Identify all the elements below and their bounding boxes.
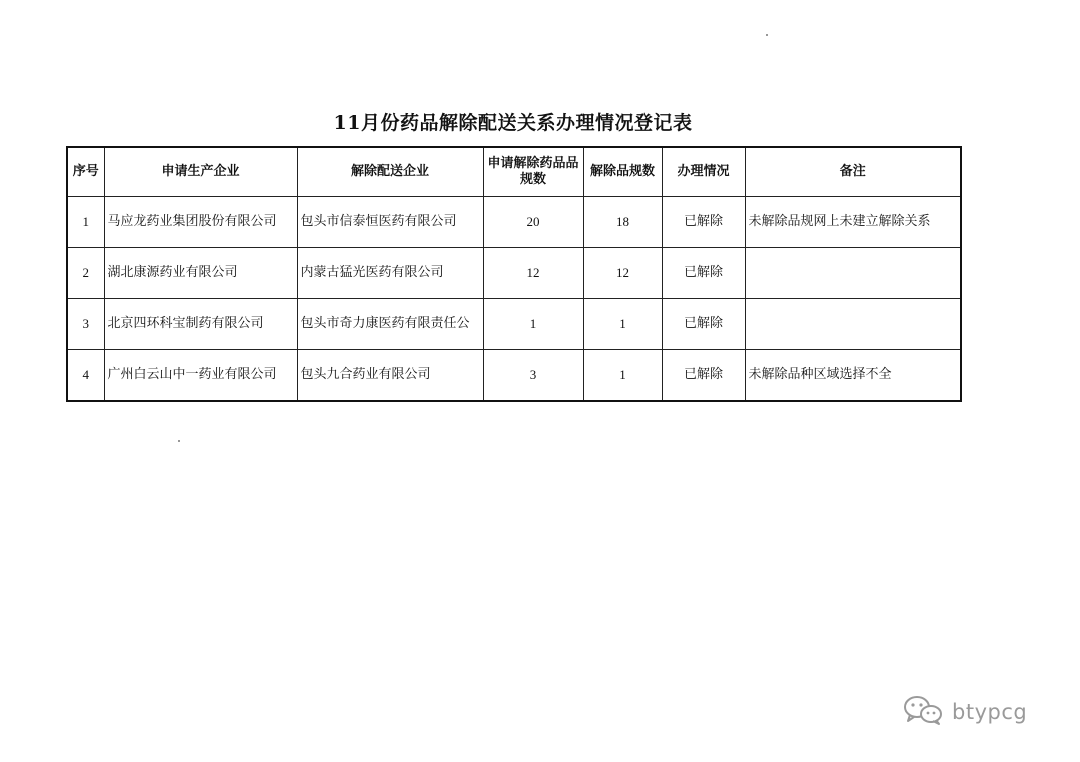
header-cell-status: 办理情况 — [662, 147, 745, 197]
table-row — [67, 197, 961, 248]
scan-speck — [766, 34, 768, 36]
row-applicant: 北京四环科宝制药有限公司 — [104, 299, 297, 350]
row-requested: 12 — [483, 248, 583, 299]
header-cell-requested: 申请解除药品品规数 — [483, 147, 583, 197]
watermark — [902, 696, 1062, 728]
row-requested: 3 — [483, 350, 583, 402]
row-status: 已解除 — [662, 197, 745, 248]
row-released: 18 — [583, 197, 662, 248]
row-remark — [745, 299, 961, 350]
row-no: 1 — [67, 197, 104, 248]
header-cell-released: 解除品规数 — [583, 147, 662, 197]
page-title: 11月份药品解除配送关系办理情况登记表 — [333, 112, 693, 134]
scan-speck — [178, 440, 180, 442]
row-released: 12 — [583, 248, 662, 299]
row-applicant: 湖北康源药业有限公司 — [104, 248, 297, 299]
row-requested: 20 — [483, 197, 583, 248]
header-cell-remark: 备注 — [745, 147, 961, 197]
row-distributor: 包头九合药业有限公司 — [297, 350, 483, 402]
row-no: 2 — [67, 248, 104, 299]
row-remark: 未解除品种区域选择不全 — [745, 350, 961, 402]
header-cell-applicant: 申请生产企业 — [104, 147, 297, 197]
header-row — [67, 147, 961, 197]
row-distributor: 包头市奇力康医药有限责任公 — [297, 299, 483, 350]
row-distributor: 包头市信泰恒医药有限公司 — [297, 197, 483, 248]
wechat-icon — [902, 694, 944, 730]
row-remark — [745, 248, 961, 299]
row-status: 已解除 — [662, 350, 745, 402]
row-distributor: 内蒙古猛光医药有限公司 — [297, 248, 483, 299]
row-status: 已解除 — [662, 299, 745, 350]
row-status: 已解除 — [662, 248, 745, 299]
table-row — [67, 299, 961, 350]
row-applicant: 广州白云山中一药业有限公司 — [104, 350, 297, 402]
registration-table — [66, 146, 962, 402]
header-cell-distributor: 解除配送企业 — [297, 147, 483, 197]
row-no: 3 — [67, 299, 104, 350]
table-row — [67, 350, 961, 402]
row-applicant: 马应龙药业集团股份有限公司 — [104, 197, 297, 248]
row-released: 1 — [583, 350, 662, 402]
row-released: 1 — [583, 299, 662, 350]
row-remark: 未解除品规网上未建立解除关系 — [745, 197, 961, 248]
header-cell-no: 序号 — [67, 147, 104, 197]
row-requested: 1 — [483, 299, 583, 350]
row-no: 4 — [67, 350, 104, 402]
table-row — [67, 248, 961, 299]
watermark-text: btypcg — [952, 700, 1028, 724]
